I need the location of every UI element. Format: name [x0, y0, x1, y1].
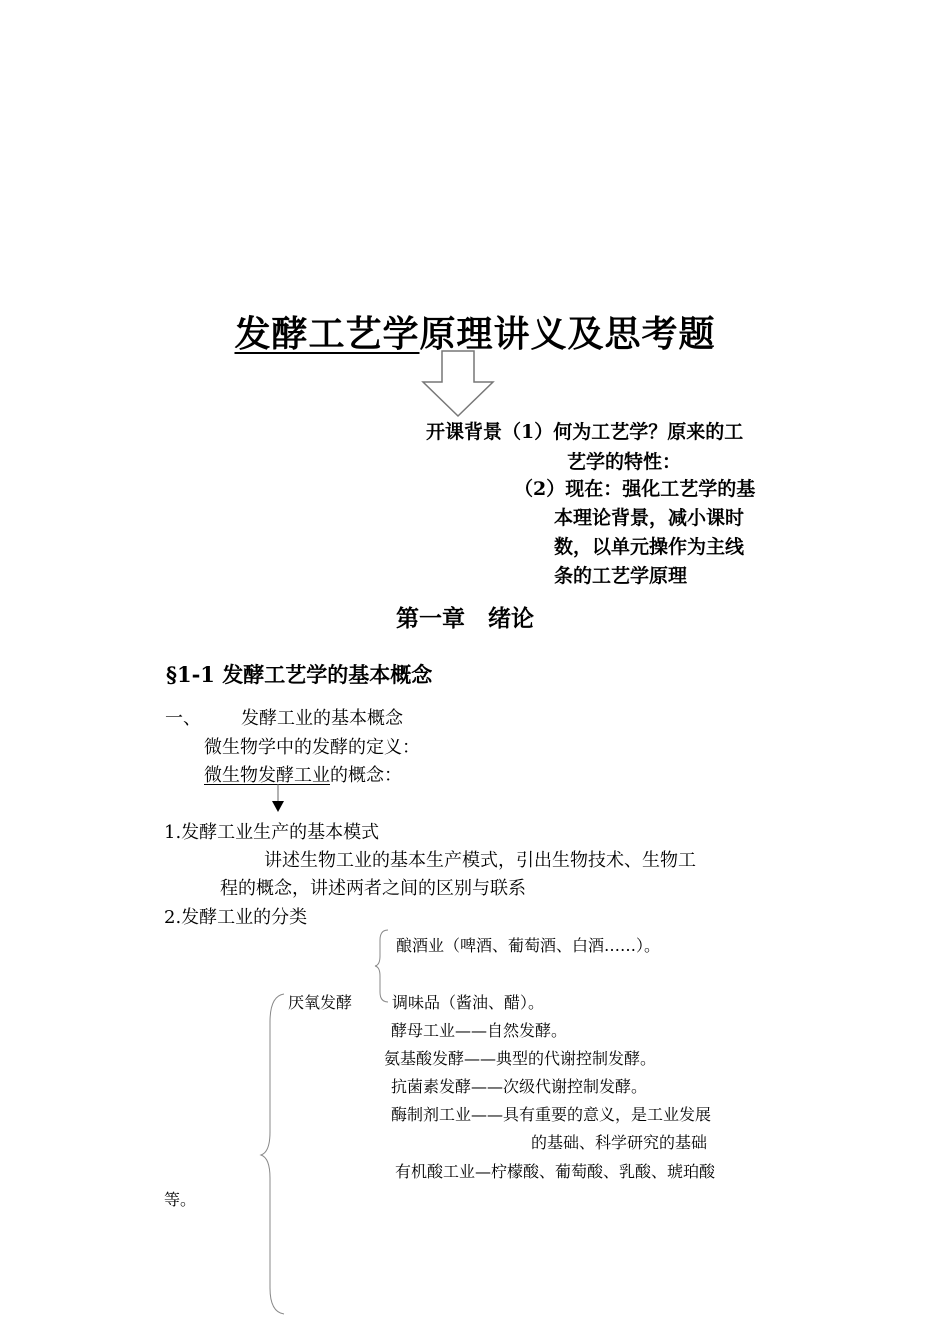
background-line-3: （2）现在：强化工艺学的基: [514, 478, 756, 500]
small-brace-icon: [374, 928, 394, 1004]
background-line-4: 本理论背景，减小课时: [554, 507, 745, 529]
part1-number: 一、: [165, 708, 201, 729]
item1-description-line2: 程的概念，讲述两者之间的区别与联系: [220, 878, 526, 899]
down-arrow-icon: [418, 350, 498, 418]
item2-heading: 2.发酵工业的分类: [164, 907, 308, 928]
category-organic-acid-end: 等。: [164, 1190, 197, 1209]
category-yeast: 酵母工业——自然发酵。: [391, 1021, 568, 1040]
anaerobic-label: 厌氧发酵: [288, 993, 353, 1012]
category-enzyme: 酶制剂工业——具有重要的意义，是工业发展: [391, 1105, 712, 1124]
item1-heading: 1.发酵工业生产的基本模式: [164, 822, 380, 843]
category-seasoning: 调味品（酱油、醋）。: [392, 993, 545, 1012]
background-line-6: 条的工艺学原理: [554, 565, 688, 587]
background-line-2: 艺学的特性：: [567, 451, 682, 473]
category-brewing: 酿酒业（啤酒、葡萄酒、白酒……）。: [396, 936, 661, 955]
definition-industry-underlined: 微生物发酵工业: [204, 765, 330, 786]
category-enzyme-continued: 的基础、科学研究的基础: [531, 1133, 708, 1152]
connector-arrow-icon: [268, 784, 288, 814]
definition-fermentation: 微生物学中的发酵的定义：: [204, 737, 420, 758]
large-brace-icon: [258, 992, 288, 1317]
category-amino-acid: 氨基酸发酵——典型的代谢控制发酵。: [384, 1049, 657, 1068]
part1-heading: 发酵工业的基本概念: [241, 708, 403, 729]
item1-description-line1: 讲述生物工业的基本生产模式，引出生物技术、生物工: [264, 850, 696, 871]
definition-industry: [204, 761, 402, 787]
category-organic-acid: 有机酸工业—柠檬酸、葡萄酸、乳酸、琥珀酸: [395, 1162, 716, 1181]
background-line-5: 数，以单元操作为主线: [554, 536, 745, 558]
chapter-heading: 第一章 绪论: [396, 605, 534, 632]
title-underlined-part: 发酵工艺学: [234, 313, 420, 355]
definition-industry-rest: 的概念：: [330, 765, 402, 786]
title-rest: 原理讲义及思考题: [419, 313, 716, 355]
background-line-1: 开课背景（1）何为工艺学？原来的工: [426, 421, 744, 443]
section-heading: §1-1 发酵工艺学的基本概念: [166, 662, 433, 687]
category-antibiotic: 抗菌素发酵——次级代谢控制发酵。: [391, 1077, 648, 1096]
